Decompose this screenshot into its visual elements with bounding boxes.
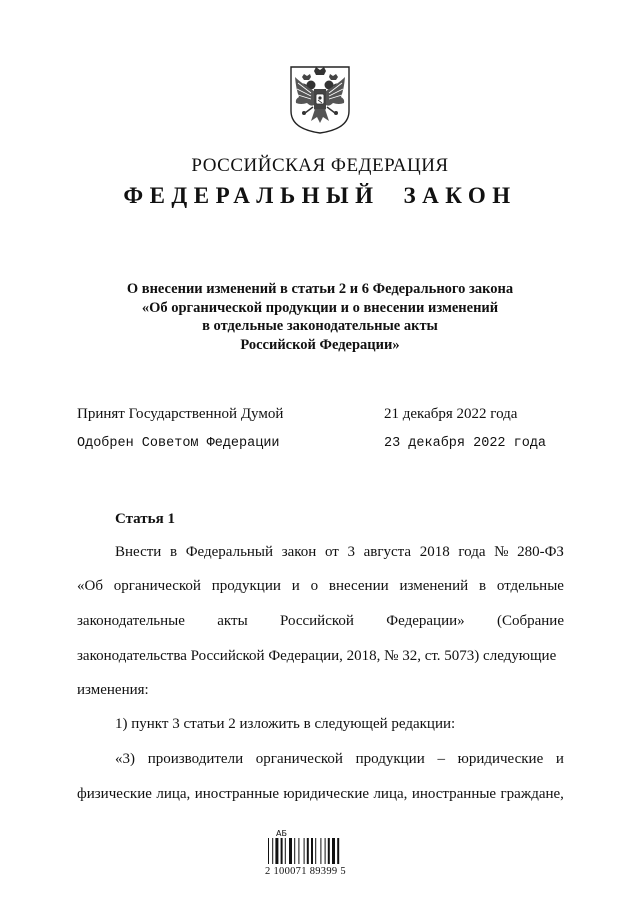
barcode-bar bbox=[289, 838, 292, 864]
word: – bbox=[437, 751, 445, 767]
law-title-line: О внесении изменений в статьи 2 и 6 Федерального закона bbox=[126, 281, 514, 297]
duma-adoption-label: Принят Государственной Думой bbox=[77, 406, 284, 422]
word: граждане, bbox=[500, 786, 564, 802]
law-title-line: Российской Федерации» bbox=[240, 336, 400, 353]
country-name: РОССИЙСКАЯ ФЕДЕРАЦИЯ bbox=[191, 155, 449, 176]
barcode-bar bbox=[272, 838, 273, 864]
word: 280-ФЗ bbox=[517, 544, 564, 560]
word: Российской bbox=[280, 613, 354, 629]
word: от bbox=[324, 544, 339, 560]
word: внесении bbox=[328, 578, 389, 594]
law-title bbox=[0, 280, 640, 354]
word: «3) bbox=[115, 751, 135, 767]
word: (Собрание bbox=[496, 613, 564, 629]
word: 3 bbox=[347, 544, 355, 560]
word: Внести bbox=[115, 544, 162, 560]
word: Федеральный bbox=[185, 544, 274, 560]
word: в bbox=[478, 578, 487, 594]
word: лица, bbox=[373, 786, 408, 802]
barcode-bar bbox=[325, 838, 326, 864]
barcode-bar bbox=[337, 838, 339, 864]
list-item-line: 1) пункт 3 статьи 2 изложить в следующей редакции: bbox=[115, 716, 456, 732]
word: и bbox=[291, 578, 300, 594]
barcode-mark: АБ bbox=[276, 829, 287, 838]
council-approval-label: Одобрен Советом Федерации bbox=[77, 436, 280, 451]
word: Федерации» bbox=[386, 613, 465, 629]
law-title-line: в отдельные законодательные акты bbox=[202, 318, 438, 334]
council-approval-date: 23 декабря 2022 года bbox=[384, 436, 547, 451]
paragraph-line bbox=[77, 786, 564, 803]
word: 2018 bbox=[419, 544, 450, 560]
barcode-bar bbox=[304, 838, 305, 864]
word: органической bbox=[113, 578, 201, 594]
barcode-bar bbox=[281, 838, 283, 864]
barcode-bar bbox=[285, 838, 286, 864]
paragraph-line: изменения: bbox=[77, 682, 149, 698]
barcode-bar bbox=[294, 838, 295, 864]
article-heading: Статья 1 bbox=[115, 511, 175, 527]
word: «Об bbox=[77, 578, 103, 594]
barcode-bar bbox=[268, 838, 269, 864]
document-type-word1: ФЕДЕРАЛЬНЫЙ bbox=[123, 183, 380, 208]
paragraph-line bbox=[77, 613, 564, 630]
word: иностранные bbox=[411, 786, 497, 802]
word: изменений bbox=[399, 578, 469, 594]
paragraph-line: законодательства Российской Федерации, 2018, № 32, ст. 5073) следующие bbox=[77, 648, 557, 664]
word: № bbox=[494, 544, 509, 560]
word: юридические bbox=[457, 751, 544, 767]
word: августа bbox=[363, 544, 412, 560]
document-type-word2: ЗАКОН bbox=[403, 183, 517, 208]
law-title-line: «Об органической продукции и о внесении изменений bbox=[141, 299, 499, 316]
word: лица, bbox=[156, 786, 191, 802]
word: производители bbox=[147, 751, 244, 767]
word: органической bbox=[255, 751, 343, 767]
coat-of-arms-emblem bbox=[287, 63, 353, 135]
barcode-bar bbox=[307, 838, 309, 864]
word: о bbox=[310, 578, 319, 594]
duma-adoption-date: 21 декабря 2022 года bbox=[384, 406, 518, 422]
paragraph-line bbox=[77, 578, 564, 595]
barcode-bar bbox=[298, 838, 299, 864]
paragraph-line bbox=[115, 751, 564, 768]
paragraph-line bbox=[115, 544, 564, 561]
word: юридические bbox=[283, 786, 370, 802]
barcode-bar bbox=[275, 838, 278, 864]
barcode-bar bbox=[311, 838, 313, 864]
barcode-bar bbox=[315, 838, 316, 864]
word: закон bbox=[281, 544, 317, 560]
word: иностранные bbox=[194, 786, 279, 802]
barcode-bar bbox=[332, 838, 335, 864]
word: законодательные bbox=[77, 613, 185, 629]
word: года bbox=[458, 544, 486, 560]
barcode-number: 2 100071 89399 5 bbox=[265, 866, 346, 877]
word: акты bbox=[217, 613, 248, 629]
word: отдельные bbox=[496, 578, 564, 594]
word: в bbox=[169, 544, 178, 560]
word: продукции bbox=[211, 578, 281, 594]
word: и bbox=[555, 751, 564, 767]
word: физические bbox=[77, 786, 152, 802]
barcode-bar bbox=[328, 838, 330, 864]
document-type bbox=[0, 183, 640, 209]
barcode-bar bbox=[320, 838, 321, 864]
word: продукции bbox=[355, 751, 425, 767]
